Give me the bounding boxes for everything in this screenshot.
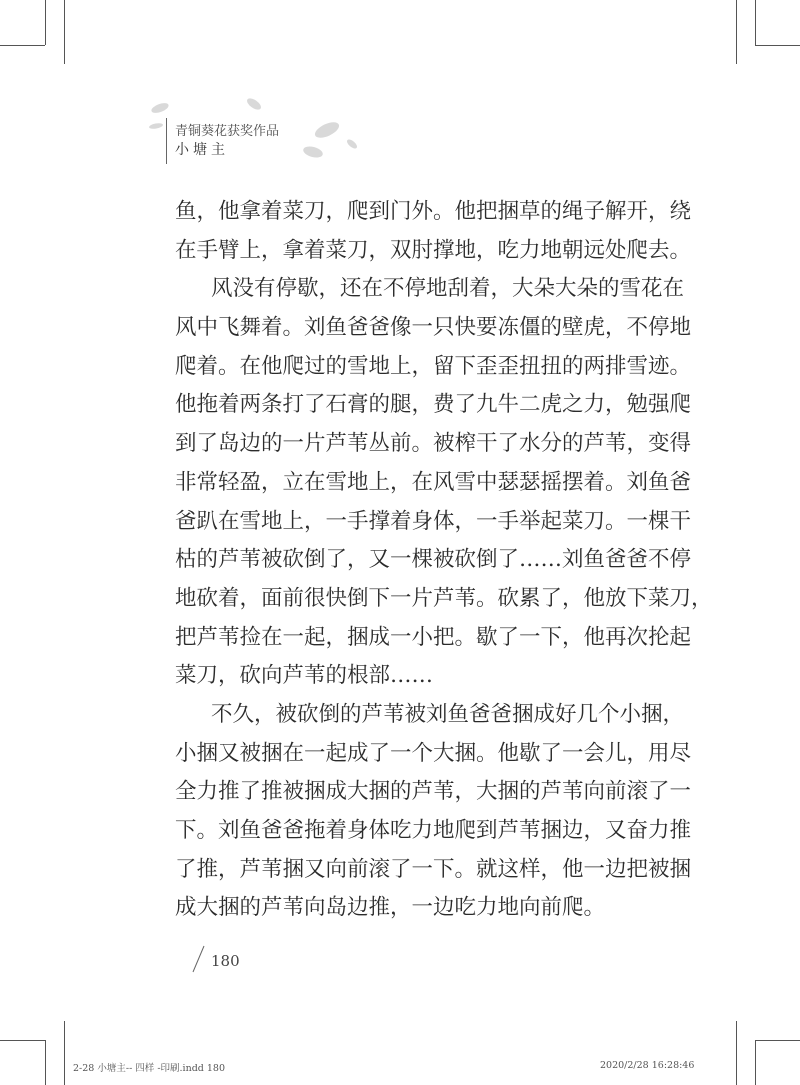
series-title: 青铜葵花获奖作品	[175, 124, 280, 139]
text-line: 下。刘鱼爸爸拖着身体吃力地爬到芦苇捆边，又奋力推	[175, 818, 692, 843]
text-line: 成大捆的芦苇向岛边推，一边吃力地向前爬。	[175, 895, 606, 921]
text-line: 非常轻盈，立在雪地上，在风雪中瑟瑟摇摆着。刘鱼爸	[175, 469, 692, 495]
text-line: 小捆又被捆在一起成了一个大捆。他歇了一会儿，用尽	[175, 740, 692, 766]
text-line: 风没有停歇，还在不停地刮着，大朵大朵的雪花在	[211, 276, 685, 302]
text-line: 爬着。在他爬过的雪地上，留下歪歪扭扭的两排雪迹。	[175, 353, 692, 379]
text-line: 把芦苇捡在一起，捆成一小把。歇了一下，他再次抡起	[175, 624, 692, 650]
print-file-info: 2-28 小塘主-- 四样 -印刷.indd 180	[73, 1063, 226, 1074]
text-line: 菜刀，砍向芦苇的根部……	[175, 663, 434, 689]
book-title: 小塘主	[175, 142, 229, 158]
text-line: 了推，芦苇捆又向前滚了一下。就这样，他一边把被捆	[175, 856, 692, 882]
text-line: 全力推了推被捆成大捆的芦苇，大捆的芦苇向前滚了一	[175, 779, 692, 805]
text-line: 爸趴在雪地上，一手撑着身体，一手举起菜刀。一棵干	[175, 508, 692, 534]
text-line: 他拖着两条打了石膏的腿，费了九牛二虎之力，勉强爬	[175, 392, 692, 418]
print-timestamp: 2020/2/28 16:28:46	[600, 1060, 695, 1071]
text-line: 到了岛边的一片芦苇丛前。被榨干了水分的芦苇，变得	[175, 431, 692, 457]
text-line: 风中飞舞着。刘鱼爸爸像一只快要冻僵的壁虎，不停地	[175, 315, 692, 341]
text-line: 鱼，他拿着菜刀，爬到门外。他把捆草的绳子解开，绕	[175, 199, 692, 224]
text-line: 枯的芦苇被砍倒了，又一棵被砍倒了……刘鱼爸爸不停	[175, 547, 692, 573]
text-line: 地砍着，面前很快倒下一片芦苇。砍累了，他放下菜刀，	[175, 585, 713, 611]
text-line: 在手臂上，拿着菜刀，双肘撑地，吃力地朝远处爬去。	[175, 237, 692, 263]
page-number: 180	[211, 952, 240, 970]
text-line: 不久，被砍倒的芦苇被刘鱼爸爸捆成好几个小捆，	[211, 701, 685, 727]
